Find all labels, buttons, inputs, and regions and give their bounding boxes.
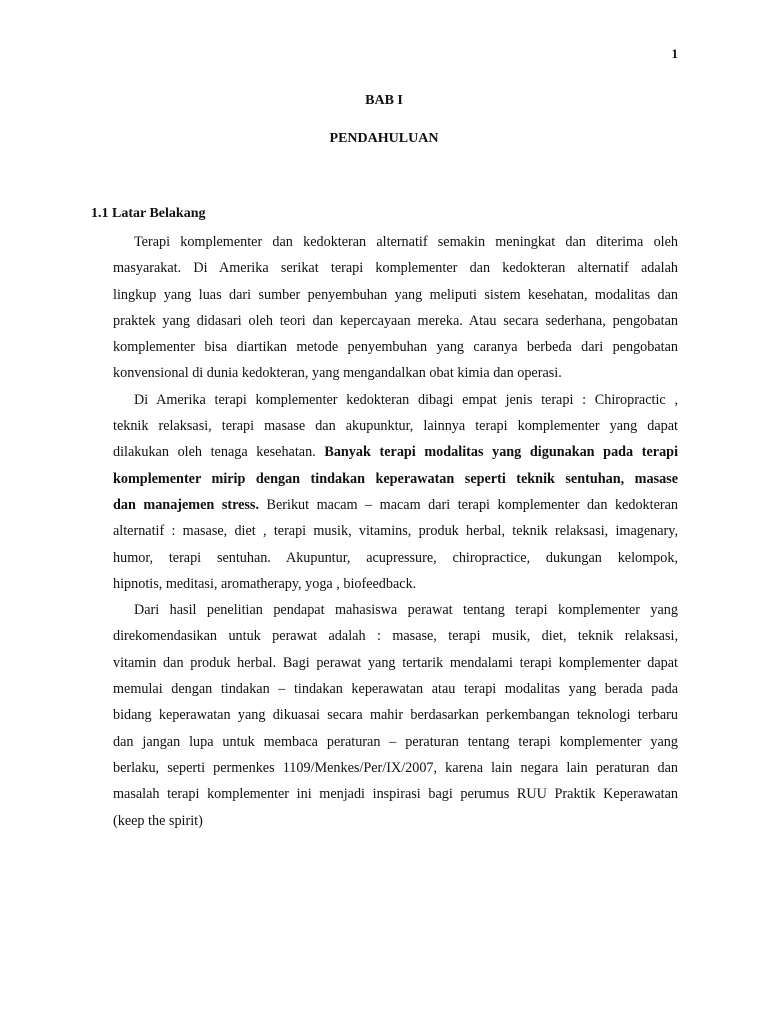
paragraph-line: komplementer bisa diartikan metode penyembuhan yang caranya berbeda dari pengobatan — [113, 339, 678, 356]
bold-text: komplementer mirip dengan tindakan keperawatan seperti teknik sentuhan, masase — [113, 470, 678, 487]
chapter-number: BAB I — [365, 93, 403, 108]
paragraph-line: memulai dengan tindakan – tindakan keperawatan atau terapi modalitas yang berada pada — [113, 681, 678, 698]
paragraph-line: alternatif : masase, diet , terapi musik, vitamins, produk herbal, teknik relaksasi, imagenary, — [113, 523, 678, 540]
paragraph-line: (keep the spirit) — [113, 812, 203, 829]
paragraph-line: Dari hasil penelitian pendapat mahasiswa perawat tentang terapi komplementer yang — [134, 602, 678, 619]
normal-text: Berikut macam – macam dari terapi komplementer dan kedokteran — [266, 496, 678, 513]
chapter-title: PENDAHULUAN — [329, 131, 439, 146]
paragraph-line: masalah terapi komplementer ini menjadi inspirasi bagi perumus RUU Praktik Keperawatan — [113, 786, 678, 803]
paragraph-line: direkomendasikan untuk perawat adalah : masase, terapi musik, diet, teknik relaksasi, — [113, 628, 678, 645]
paragraph-line: humor, terapi sentuhan. Akupuntur, acupressure, chiropractice, dukungan kelompok, — [113, 549, 678, 566]
page-number: 1 — [671, 46, 678, 61]
paragraph-line-mixed — [113, 492, 678, 518]
section-heading: 1.1 Latar Belakang — [91, 206, 206, 221]
paragraph-line: bidang keperawatan yang dikuasai secara mahir berdasarkan perkembangan teknologi terbaru — [113, 707, 678, 724]
paragraph-line: praktek yang didasari oleh teori dan kepercayaan mereka. Atau secara sederhana, pengobatan — [113, 312, 678, 329]
paragraph-line: lingkup yang luas dari sumber penyembuhan yang meliputi sistem kesehatan, modalitas dan — [113, 286, 678, 303]
paragraph-line-mixed — [113, 439, 678, 465]
body-text — [113, 229, 678, 834]
paragraph-line: konvensional di dunia kedokteran, yang mengandalkan obat kimia dan operasi. — [113, 365, 562, 382]
paragraph-line: Terapi komplementer dan kedokteran alternatif semakin meningkat dan diterima oleh — [134, 234, 678, 250]
paragraph-line: hipnotis, meditasi, aromatherapy, yoga , biofeedback. — [113, 575, 417, 592]
paragraph-line: masyarakat. Di Amerika serikat terapi komplementer dan kedokteran alternatif adalah — [113, 260, 678, 277]
normal-text: dilakukan oleh tenaga kesehatan. — [113, 444, 316, 461]
paragraph-2 — [113, 387, 678, 597]
paragraph-3 — [113, 597, 678, 834]
paragraph-line: berlaku, seperti permenkes 1109/Menkes/Per/IX/2007, karena lain negara lain peraturan dan — [113, 759, 678, 776]
paragraph-line: vitamin dan produk herbal. Bagi perawat yang tertarik mendalami terapi komplementer dapat — [113, 654, 678, 671]
bold-text: dan manajemen stress. — [113, 496, 259, 513]
paragraph-1 — [113, 229, 678, 387]
paragraph-line: dan jangan lupa untuk membaca peraturan – peraturan tentang terapi komplementer yang — [113, 733, 678, 750]
bold-text: Banyak terapi modalitas yang digunakan pada terapi — [324, 444, 679, 461]
paragraph-line — [113, 466, 678, 492]
paragraph-line: teknik relaksasi, terapi masase dan akupunktur, lainnya terapi komplementer yang dapat — [113, 418, 678, 435]
paragraph-line: Di Amerika terapi komplementer kedokteran dibagi empat jenis terapi : Chiropractic , — [134, 391, 678, 408]
